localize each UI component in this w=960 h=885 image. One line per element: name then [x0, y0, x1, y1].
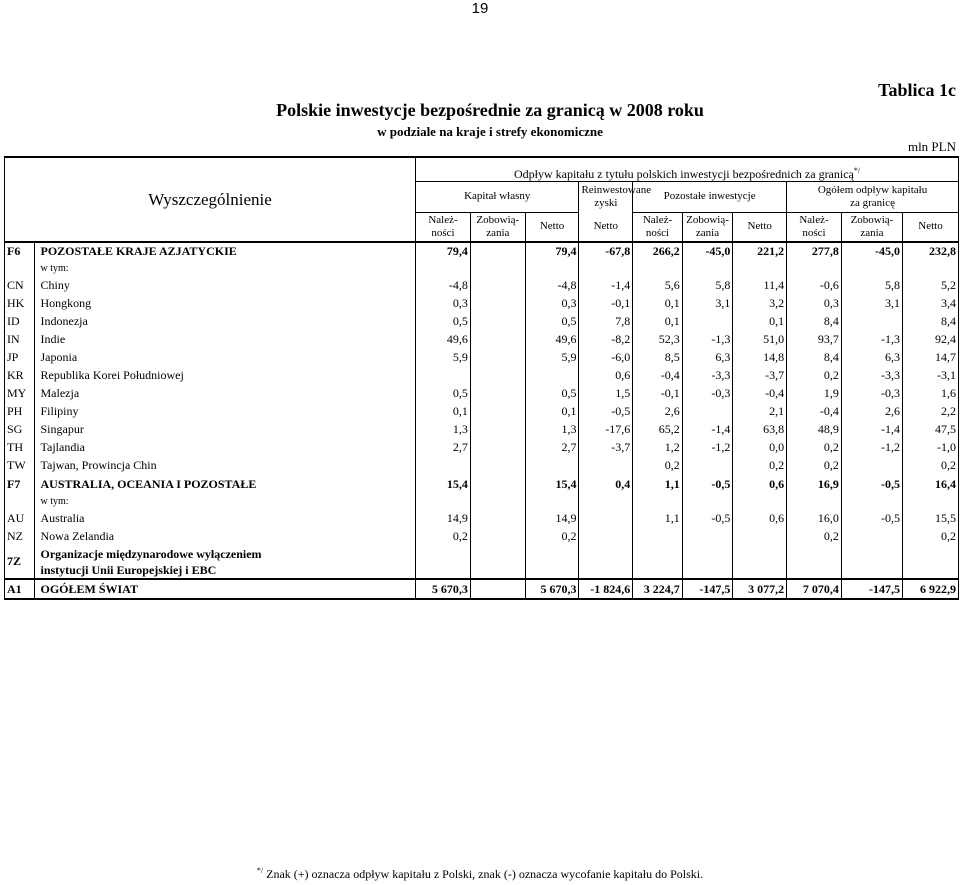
header-main-sup: */	[853, 165, 861, 175]
row-value: 1,9	[787, 384, 842, 402]
row-value	[682, 456, 733, 474]
row-value	[633, 260, 683, 276]
row-value: -3,7	[579, 438, 633, 456]
row-value: 0,1	[633, 294, 683, 312]
row-value: 0,5	[525, 312, 579, 330]
row-value: 2,6	[633, 402, 683, 420]
table-row	[5, 456, 959, 474]
header-liabilities-2: zania	[486, 226, 510, 239]
header-total-2: za granicę	[850, 196, 895, 209]
row-value	[416, 260, 471, 276]
row-value	[525, 366, 579, 384]
row-value: -0,4	[733, 384, 787, 402]
row-code: KR	[5, 366, 35, 384]
row-value: 0,5	[416, 312, 471, 330]
row-code: 7Z	[5, 545, 35, 579]
row-name: Republika Korei Południowej	[34, 366, 416, 384]
row-value: 5 670,3	[525, 579, 579, 599]
row-value	[787, 260, 842, 276]
table-row	[5, 276, 959, 294]
row-code: A1	[5, 579, 35, 599]
row-value: 3,1	[682, 294, 733, 312]
row-code: TW	[5, 456, 35, 474]
table-row	[5, 420, 959, 438]
row-value: 2,7	[525, 438, 579, 456]
row-value: -1,2	[841, 438, 902, 456]
header-assets	[787, 212, 842, 242]
row-value: 0,5	[416, 384, 471, 402]
row-value: 221,2	[733, 242, 787, 260]
row-value	[682, 260, 733, 276]
row-value	[903, 545, 959, 579]
row-value: 3,1	[841, 294, 902, 312]
header-assets-1: Należ-	[428, 213, 458, 226]
row-value: 0,1	[733, 312, 787, 330]
unit-label: mln PLN	[907, 139, 956, 154]
document-title: Polskie inwestycje bezpośrednie za granicą w 2008 roku	[276, 100, 704, 120]
row-value: 0,2	[903, 456, 959, 474]
header-other: Pozostałe inwestycje	[633, 181, 787, 212]
row-name: w tym:	[34, 260, 416, 276]
row-value: 6,3	[682, 348, 733, 366]
header-liabilities-1: Zobowią-	[850, 213, 894, 226]
row-value	[470, 348, 525, 366]
row-value: 3,2	[733, 294, 787, 312]
row-value	[525, 545, 579, 579]
row-value: 3 224,7	[633, 579, 683, 599]
header-net: Netto	[733, 212, 787, 242]
row-name: w tym:	[34, 494, 416, 509]
row-value: 1,6	[903, 384, 959, 402]
header-assets-1: Należ-	[799, 213, 829, 226]
row-value: 8,5	[633, 348, 683, 366]
row-value	[903, 260, 959, 276]
row-value: 15,5	[903, 509, 959, 527]
row-value: -6,0	[579, 348, 633, 366]
header-reinvested	[579, 181, 652, 212]
row-value: 15,4	[525, 474, 579, 494]
row-value	[633, 494, 683, 509]
header-assets-1: Należ-	[642, 213, 673, 226]
row-name: Indonezja	[34, 312, 416, 330]
row-value	[470, 366, 525, 384]
row-code: JP	[5, 348, 35, 366]
header-main-text: Odpływ kapitału z tytułu polskich inwestycji bezpośrednich za granicą	[513, 166, 854, 181]
row-value	[841, 456, 902, 474]
row-value: 65,2	[633, 420, 683, 438]
row-value	[470, 294, 525, 312]
row-value: 6,3	[841, 348, 902, 366]
row-value: 2,6	[841, 402, 902, 420]
row-value: 14,7	[903, 348, 959, 366]
row-value: 16,0	[787, 509, 842, 527]
investment-table	[4, 156, 959, 600]
row-value: 49,6	[525, 330, 579, 348]
header-reinvested-2: zyski	[594, 196, 618, 209]
row-code	[5, 494, 35, 509]
row-value: 8,4	[787, 348, 842, 366]
row-value: 14,9	[525, 509, 579, 527]
row-value: 16,9	[787, 474, 842, 494]
row-value: 5,6	[633, 276, 683, 294]
row-value: 2,1	[733, 402, 787, 420]
row-value	[682, 312, 733, 330]
row-code: TH	[5, 438, 35, 456]
row-value	[579, 260, 633, 276]
row-value: -0,5	[841, 509, 902, 527]
page-number: 19	[471, 0, 489, 17]
row-value: -4,8	[416, 276, 471, 294]
row-value: 7,8	[579, 312, 633, 330]
header-main	[416, 157, 959, 181]
header-assets-2: ności	[802, 226, 826, 239]
row-value	[470, 545, 525, 579]
row-code: CN	[5, 276, 35, 294]
table-row	[5, 402, 959, 420]
row-value: -0,1	[633, 384, 683, 402]
row-value: 0,2	[416, 527, 471, 545]
row-value: 2,2	[903, 402, 959, 420]
header-assets-2: ności	[645, 226, 670, 239]
row-value	[733, 545, 787, 579]
row-value: -1,4	[579, 276, 633, 294]
row-value	[470, 474, 525, 494]
row-value: -3,3	[841, 366, 902, 384]
row-name: Hongkong	[34, 294, 416, 312]
row-value: 79,4	[416, 242, 471, 260]
table-row	[5, 330, 959, 348]
row-code: F6	[5, 242, 35, 260]
row-value	[903, 494, 959, 509]
row-value: -45,0	[841, 242, 902, 260]
document-subtitle: w podziale na kraje i strefy ekonomiczne	[377, 124, 603, 139]
row-value: 0,3	[416, 294, 471, 312]
row-value: 16,4	[903, 474, 959, 494]
row-value: -1,2	[682, 438, 733, 456]
row-name: Filipiny	[34, 402, 416, 420]
row-value: 47,5	[903, 420, 959, 438]
row-value: 51,0	[733, 330, 787, 348]
row-value: -1,0	[903, 438, 959, 456]
table-row	[5, 579, 959, 599]
row-value: -1,4	[841, 420, 902, 438]
table-id: Tablica 1c	[878, 80, 956, 100]
row-value	[633, 545, 683, 579]
table-row	[5, 312, 959, 330]
row-name: Nowa Zelandia	[34, 527, 416, 545]
row-name: Tajlandia	[34, 438, 416, 456]
row-value: 0,3	[525, 294, 579, 312]
row-value: -3,3	[682, 366, 733, 384]
row-value	[841, 260, 902, 276]
row-value: 15,4	[416, 474, 471, 494]
row-value: -8,2	[579, 330, 633, 348]
row-value: -4,8	[525, 276, 579, 294]
row-name: AUSTRALIA, OCEANIA I POZOSTAŁE	[34, 474, 416, 494]
row-value: -147,5	[841, 579, 902, 599]
row-value: 0,1	[633, 312, 683, 330]
row-value: -3,1	[903, 366, 959, 384]
row-name: Singapur	[34, 420, 416, 438]
row-value: 1,5	[579, 384, 633, 402]
table-row	[5, 527, 959, 545]
row-value	[525, 456, 579, 474]
row-value	[682, 545, 733, 579]
row-code: F7	[5, 474, 35, 494]
row-value	[416, 494, 471, 509]
row-value: -147,5	[682, 579, 733, 599]
row-value	[416, 545, 471, 579]
row-code: AU	[5, 509, 35, 527]
row-value	[525, 494, 579, 509]
row-value	[470, 527, 525, 545]
table-row	[5, 474, 959, 494]
row-name: Japonia	[34, 348, 416, 366]
row-value: 0,6	[733, 509, 787, 527]
row-value	[841, 527, 902, 545]
header-liabilities-1: Zobowią-	[476, 213, 520, 226]
row-value: -17,6	[579, 420, 633, 438]
header-assets	[633, 212, 683, 242]
row-value: 1,1	[633, 474, 683, 494]
row-value: 232,8	[903, 242, 959, 260]
row-value: 0,2	[903, 527, 959, 545]
row-value: 5,8	[841, 276, 902, 294]
row-value: 79,4	[525, 242, 579, 260]
row-value: -0,5	[579, 402, 633, 420]
row-value: -0,3	[841, 384, 902, 402]
row-value	[579, 545, 633, 579]
row-value	[633, 527, 683, 545]
row-value	[733, 527, 787, 545]
row-value: 11,4	[733, 276, 787, 294]
row-value	[579, 509, 633, 527]
row-code: ID	[5, 312, 35, 330]
row-value: 0,2	[633, 456, 683, 474]
row-value: 0,2	[787, 366, 842, 384]
row-value	[787, 494, 842, 509]
row-name: Indie	[34, 330, 416, 348]
row-value: -1,3	[841, 330, 902, 348]
row-value	[841, 494, 902, 509]
row-value	[470, 260, 525, 276]
row-value	[733, 494, 787, 509]
row-value: 0,2	[787, 456, 842, 474]
row-value	[733, 260, 787, 276]
row-value	[470, 312, 525, 330]
row-value	[579, 494, 633, 509]
row-value	[470, 438, 525, 456]
row-name: Malezja	[34, 384, 416, 402]
row-value: 0,6	[733, 474, 787, 494]
row-value: -1 824,6	[579, 579, 633, 599]
row-value: 0,1	[525, 402, 579, 420]
header-liabilities-2: zania	[860, 226, 884, 239]
header-net: Netto	[525, 212, 579, 242]
row-value: -0,5	[841, 474, 902, 494]
table-row	[5, 545, 959, 579]
row-name: Australia	[34, 509, 416, 527]
row-value: -0,4	[633, 366, 683, 384]
row-value	[470, 402, 525, 420]
header-reinvested-1: Reinwestowane	[581, 183, 652, 196]
row-value: 1,3	[416, 420, 471, 438]
row-value: 92,4	[903, 330, 959, 348]
row-value: 3,4	[903, 294, 959, 312]
table-row	[5, 348, 959, 366]
header-liabilities	[841, 212, 902, 242]
footnote	[0, 866, 960, 882]
row-value: 1,1	[633, 509, 683, 527]
row-value: -0,6	[787, 276, 842, 294]
header-net: Netto	[903, 212, 959, 242]
row-value: 48,9	[787, 420, 842, 438]
table-row	[5, 509, 959, 527]
row-value: 0,2	[787, 438, 842, 456]
header-liabilities-1: Zobowią-	[686, 213, 729, 226]
row-value: -3,7	[733, 366, 787, 384]
row-value: -0,5	[682, 509, 733, 527]
row-value: 0,5	[525, 384, 579, 402]
row-name-line-2: instytucji Unii Europejskiej i EBC	[40, 562, 217, 577]
row-value: -1,3	[682, 330, 733, 348]
row-name	[34, 545, 416, 579]
table-row	[5, 438, 959, 456]
row-code: SG	[5, 420, 35, 438]
row-value: -0,1	[579, 294, 633, 312]
row-value: 63,8	[733, 420, 787, 438]
row-value	[470, 509, 525, 527]
row-name: OGÓŁEM ŚWIAT	[34, 579, 416, 599]
row-value: 5,2	[903, 276, 959, 294]
table-row	[5, 260, 959, 276]
row-value: 0,6	[579, 366, 633, 384]
table-row	[5, 366, 959, 384]
row-value: 3 077,2	[733, 579, 787, 599]
row-name-line-1: Organizacje międzynarodowe wyłączeniem	[40, 546, 262, 561]
row-value: 14,8	[733, 348, 787, 366]
row-value: 5,9	[416, 348, 471, 366]
row-value	[682, 402, 733, 420]
header-description: Wyszczególnienie	[5, 157, 416, 242]
table-row	[5, 294, 959, 312]
row-name: Chiny	[34, 276, 416, 294]
row-value: 0,2	[787, 527, 842, 545]
table-row	[5, 384, 959, 402]
row-value: 5 670,3	[416, 579, 471, 599]
row-value	[470, 456, 525, 474]
row-value: 1,2	[633, 438, 683, 456]
row-value	[470, 384, 525, 402]
row-value	[525, 260, 579, 276]
row-code: MY	[5, 384, 35, 402]
header-total-1: Ogółem odpływ kapitału	[817, 183, 928, 196]
header-net: Netto	[579, 212, 633, 242]
table-row	[5, 242, 959, 260]
row-value	[787, 545, 842, 579]
row-value: -0,4	[787, 402, 842, 420]
row-value: 5,9	[525, 348, 579, 366]
row-value: 0,0	[733, 438, 787, 456]
row-value: 14,9	[416, 509, 471, 527]
row-value: -45,0	[682, 242, 733, 260]
row-value: 1,3	[525, 420, 579, 438]
row-value: -0,5	[682, 474, 733, 494]
row-value	[841, 312, 902, 330]
row-code: HK	[5, 294, 35, 312]
header-liabilities	[470, 212, 525, 242]
row-value: 5,8	[682, 276, 733, 294]
header-assets-2: ności	[431, 226, 455, 239]
header-liabilities-2: zania	[695, 226, 720, 239]
row-value: 93,7	[787, 330, 842, 348]
row-value	[841, 545, 902, 579]
row-value	[470, 420, 525, 438]
row-value	[470, 579, 525, 599]
row-value: 8,4	[903, 312, 959, 330]
row-value: 0,2	[733, 456, 787, 474]
row-value	[470, 242, 525, 260]
header-assets	[416, 212, 471, 242]
row-value: 266,2	[633, 242, 683, 260]
row-value	[682, 494, 733, 509]
row-value	[470, 330, 525, 348]
row-value	[682, 527, 733, 545]
row-value: -67,8	[579, 242, 633, 260]
row-value: 49,6	[416, 330, 471, 348]
row-code: NZ	[5, 527, 35, 545]
row-name: Tajwan, Prowincja Chin	[34, 456, 416, 474]
row-value: 6 922,9	[903, 579, 959, 599]
row-value: 0,4	[579, 474, 633, 494]
row-value: 52,3	[633, 330, 683, 348]
header-liabilities	[682, 212, 733, 242]
row-code: IN	[5, 330, 35, 348]
row-value: -0,3	[682, 384, 733, 402]
header-total	[787, 181, 959, 212]
table-row	[5, 494, 959, 509]
row-value: 277,8	[787, 242, 842, 260]
row-value: 7 070,4	[787, 579, 842, 599]
row-value: 2,7	[416, 438, 471, 456]
header-equity: Kapitał własny	[416, 181, 579, 212]
footnote-text: Znak (+) oznacza odpływ kapitału z Polski, znak (-) oznacza wycofanie kapitału do Polski.	[266, 867, 704, 881]
footnote-sup: */	[256, 866, 264, 875]
row-value	[579, 456, 633, 474]
row-value: 0,1	[416, 402, 471, 420]
row-value	[416, 456, 471, 474]
row-code: PH	[5, 402, 35, 420]
row-code	[5, 260, 35, 276]
row-value: 8,4	[787, 312, 842, 330]
row-value: 0,3	[787, 294, 842, 312]
row-value	[416, 366, 471, 384]
row-value	[470, 276, 525, 294]
row-name: POZOSTAŁE KRAJE AZJATYCKIE	[34, 242, 416, 260]
row-value	[579, 527, 633, 545]
row-value	[470, 494, 525, 509]
row-value: 0,2	[525, 527, 579, 545]
row-value: -1,4	[682, 420, 733, 438]
